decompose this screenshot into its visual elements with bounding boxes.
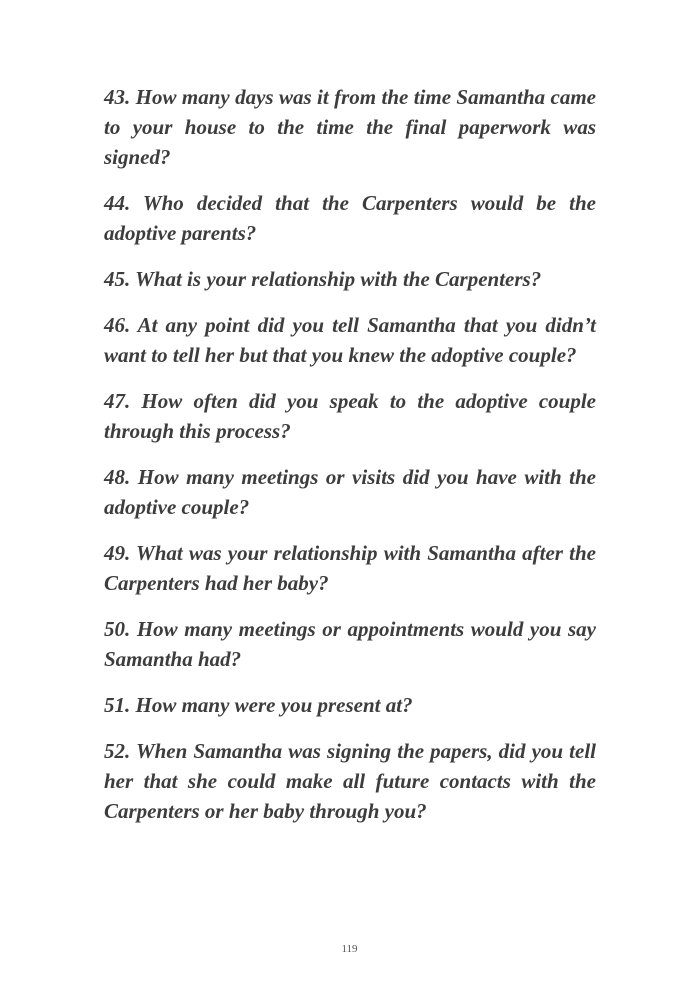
page-number: 119 xyxy=(341,943,358,955)
question-51: 51. How many were you present at? xyxy=(104,693,413,717)
question-50: 50. How many meetings or appointments would you say Samantha had? xyxy=(104,617,596,671)
question-49: 49. What was your relationship with Samantha after the Carpenters had her baby? xyxy=(104,541,596,595)
question-47: 47. How often did you speak to the adoptive couple through this process? xyxy=(104,389,596,443)
question-43: 43. How many days was it from the time Samantha came to your house to the time the final paperwork was signed? xyxy=(104,85,596,169)
question-45: 45. What is your relationship with the Carpenters? xyxy=(104,267,542,291)
question-46: 46. At any point did you tell Samantha that you didn’t want to tell her but that you knew the adoptive couple? xyxy=(104,313,596,367)
question-44: 44. Who decided that the Carpenters would be the adoptive parents? xyxy=(104,191,596,245)
question-list xyxy=(104,82,596,842)
question-52: 52. When Samantha was signing the papers, did you tell her that she could make all future contacts with the Carpenters or her baby through you? xyxy=(104,739,596,823)
question-48: 48. How many meetings or visits did you have with the adoptive couple? xyxy=(104,465,596,519)
